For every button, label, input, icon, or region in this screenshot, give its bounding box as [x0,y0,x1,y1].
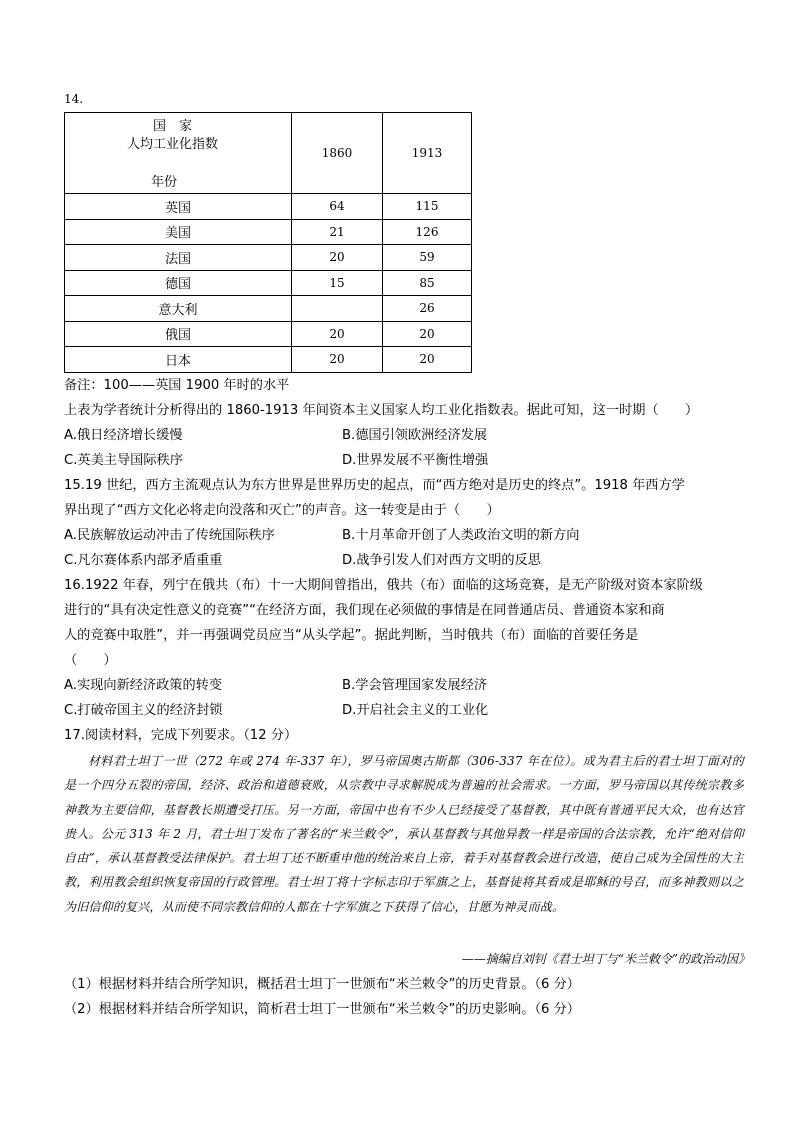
q15-stem-line2: 界出现了“西方文化必将走向没落和灭亡”的声音。这一转变是由于（ ） [64,503,500,518]
value-1913-cell: 85 [383,270,472,296]
q14-option-d[interactable]: D.世界发展不平衡性增强 [342,453,489,468]
value-1913-cell: 115 [383,194,472,220]
value-1913-cell: 126 [383,219,472,245]
q15-option-b[interactable]: B.十月革命开创了人类政治文明的新方向 [342,528,580,543]
header-index: 人均工业化指数 [127,137,219,152]
value-1860-cell: 21 [292,219,383,245]
header-country: 国 家 [153,119,193,134]
q16-stem-line4: （ ） [64,653,117,668]
header-year: 年份 [151,175,178,190]
country-cell: 意大利 [65,296,292,322]
q16-option-c[interactable]: C.打破帝国主义的经济封锁 [64,703,223,718]
q17-material [64,749,744,919]
industrialization-table [64,112,472,373]
value-1860-cell: 20 [292,321,383,347]
country-cell: 日本 [65,347,292,373]
value-1913-cell: 59 [383,245,472,271]
value-1860-cell: 20 [292,245,383,271]
country-cell: 法国 [65,245,292,271]
table-row [65,219,472,245]
q17-requirement-1: （1）根据材料并结合所学知识，概括君士坦丁一世颁布“米兰敕令”的历史背景。（6 分） [64,977,580,992]
q16-option-b[interactable]: B.学会管理国家发展经济 [342,678,488,693]
q16-option-a[interactable]: A.实现向新经济政策的转变 [64,678,223,693]
q16-option-d[interactable]: D.开启社会主义的工业化 [342,703,489,718]
q16-stem-line2: 进行的“具有决定性意义的竞赛”“在经济方面，我们现在必须做的事情是在同普通店员、普通资本家和商 [64,603,665,618]
country-cell: 德国 [65,270,292,296]
table-row [65,321,472,347]
value-1913-cell: 20 [383,321,472,347]
year-1913-header: 1913 [383,113,472,194]
country-cell: 美国 [65,219,292,245]
value-1860-cell [292,296,383,322]
value-1860-cell: 15 [292,270,383,296]
q15-stem-line1: 15.19 世纪，西方主流观点认为东方世界是世界历史的起点，而“西方绝对是历史的终点”。1918 年西方学 [64,478,685,493]
q15-option-d[interactable]: D.战争引发人们对西方文明的反思 [342,553,541,568]
q14-option-b[interactable]: B.德国引领欧洲经济发展 [342,428,488,443]
year-1860-header: 1860 [292,113,383,194]
q14-option-c[interactable]: C.英美主导国际秩序 [64,453,183,468]
table-row [65,347,472,373]
q16-stem-line1: 16.1922 年春，列宁在俄共（布）十一大期间曾指出，俄共（布）面临的这场竞赛，是无产阶级对资本家阶级 [64,578,703,593]
table-row [65,194,472,220]
table-row [65,270,472,296]
q15-option-a[interactable]: A.民族解放运动冲击了传统国际秩序 [64,528,275,543]
value-1860-cell: 64 [292,194,383,220]
value-1913-cell: 26 [383,296,472,322]
value-1913-cell: 20 [383,347,472,373]
q17-title: 17.阅读材料，完成下列要求。（12 分） [64,728,298,743]
value-1860-cell: 20 [292,347,383,373]
table-note: 备注：100——英国 1900 年时的水平 [64,378,290,393]
table-header-diagonal-cell [65,113,292,194]
q14-stem: 上表为学者统计分析得出的 1860-1913 年间资本主义国家人均工业化指数表。据此可知，这一时期（ ） [64,403,699,418]
q15-option-c[interactable]: C.凡尔赛体系内部矛盾重重 [64,553,223,568]
country-cell: 俄国 [65,321,292,347]
country-cell: 英国 [65,194,292,220]
material-text: 材料君士坦丁一世（272 年或 274 年-337 年），罗马帝国奥古斯都（306-337 年在位）。成为君主后的君士坦丁面对的是一个四分五裂的帝国，经济、政治和道德衰败，从宗教中寻求解脱成为普遍的社会需求。一方面，罗马帝国以其传统宗教多神教为主要信仰，基督教长期遭受打压。另一方面，帝国中也有不少人已经接受了基督教，其中既有普通平民大众，也有达官贵人。公元 313 年 2 月，君士坦丁发布了著名的“米兰敕令”，承认基督教与其他异教一样是帝国的合法宗教，允许“绝对信仰自由”，承认基督教受法律保护。君士坦丁还不断重申他的统治来自上帝，着手对基督教会进行改造，使自己成为全国性的大主教，利用教会组织恢复帝国的行政管理。君士坦丁将十字标志印于军旗之上，基督徒将其看成是耶稣的号召，而多神教则以之为旧信仰的复兴，从而使不同宗教信仰的人都在十字军旗之下获得了信心，甘愿为神灵而战。 [64,754,744,914]
q14-number: 14. [64,92,84,106]
table-row [65,296,472,322]
table-row [65,245,472,271]
q17-requirement-2: （2）根据材料并结合所学知识，简析君士坦丁一世颁布“米兰敕令”的历史影响。（6 分） [64,1002,580,1017]
q14-option-a[interactable]: A.俄日经济增长缓慢 [64,428,183,443]
q16-stem-line3: 人的竞赛中取胜”，并一再强调党员应当“从头学起”。据此判断，当时俄共（布）面临的首要任务是 [64,628,639,643]
material-source: ——摘编自刘钊《君士坦丁与“米兰敕令”的政治动因》 [461,952,750,966]
